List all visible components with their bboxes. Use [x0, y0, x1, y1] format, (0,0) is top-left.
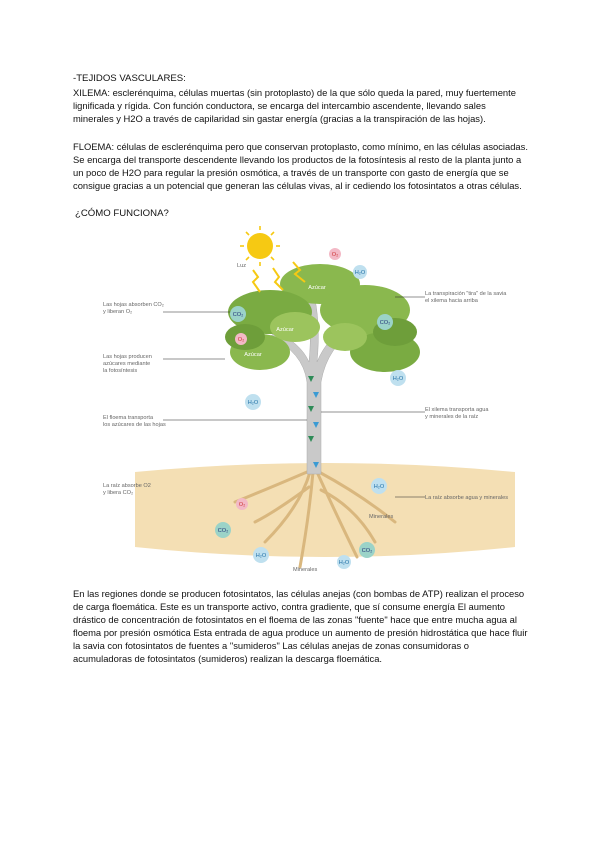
- svg-text:H₂O: H₂O: [255, 553, 267, 559]
- co2-badge-left: [230, 306, 246, 322]
- h2o-badge-root-bottom: [337, 555, 351, 569]
- soil-area: [135, 463, 515, 557]
- sugar-label-left: Azúcar: [244, 352, 262, 358]
- xilema-paragraph: [73, 86, 528, 125]
- o2-badge-left: [235, 333, 247, 345]
- co2-badge-root-left: [215, 522, 231, 538]
- question-heading: ¿CÓMO FUNCIONA?: [75, 208, 169, 219]
- root-minerals-label: La raíz absorbe agua y minerales: [425, 495, 509, 501]
- svg-text:O₂: O₂: [331, 252, 339, 258]
- svg-text:O₂: O₂: [238, 502, 246, 508]
- svg-text:CO₂: CO₂: [361, 548, 373, 554]
- leaves-produce-label-2: azúcares mediante: [103, 361, 151, 367]
- leaves-absorb-label-2: y liberan O₂: [103, 309, 133, 315]
- minerals-label-bottom: Minerales: [293, 567, 318, 573]
- h2o-badge-left: [245, 394, 261, 410]
- xylem-label-1: El xilema transporta agua: [425, 407, 489, 413]
- closing-paragraph: [73, 587, 528, 665]
- h2o-badge-root-left: [253, 547, 269, 563]
- phloem-label-1: El floema transporta: [103, 415, 154, 421]
- light-label: Luz: [237, 263, 247, 269]
- sugar-label-mid: Azúcar: [276, 327, 294, 333]
- svg-text:CO₂: CO₂: [232, 312, 244, 318]
- minerals-label-right: Minerales: [369, 514, 394, 520]
- svg-text:CO₂: CO₂: [217, 528, 229, 534]
- h2o-badge-right: [390, 370, 406, 386]
- leaves-produce-label-1: Las hojas producen: [103, 354, 152, 360]
- root-absorb-label-2: y libera CO₂: [103, 490, 134, 496]
- sun-icon: [240, 226, 280, 266]
- svg-text:H₂O: H₂O: [247, 400, 259, 406]
- svg-text:H₂O: H₂O: [373, 484, 385, 490]
- closing-text: En las regiones donde se producen fotosintatos, las células anejas (con bombas de ATP) realizan el proceso de carga floemática. Este es un transporte activo, contra gradiente, que sí consume energía El aumento drástico de concentración de fotosintatos en el floema de las zonas "fuente" hace que entre mucha agua al floema por presión osmótica Esta entrada de agua produce un aumento de presión hidrostática que hace fluir la savia con fotosintatos de fuentes a "sumideros" Las células anejas de zonas consumidoras o acumuladoras de fotosintatos (sumideros) realizan la descarga floemática.: [73, 588, 528, 664]
- transpiration-label-2: el xilema hacia arriba: [425, 298, 478, 304]
- svg-text:CO₂: CO₂: [379, 320, 391, 326]
- xilema-text: XILEMA: esclerénquima, células muertas (sin protoplasto) de la que sólo queda la pared, muy fuertemente lignificada y rígida. Con función conductora, se encarga del intercambio ascendente, llevando sales minerales y H2O a través de capilaridad sin gastar energía (gracias a la transpiración de las hojas).: [73, 87, 516, 124]
- sugar-label-top: Azúcar: [308, 285, 326, 291]
- o2-badge-root: [236, 498, 248, 510]
- svg-text:H₂O: H₂O: [392, 376, 404, 382]
- svg-text:H₂O: H₂O: [354, 270, 366, 276]
- transpiration-label-1: La transpiración "tira" de la savia: [425, 291, 507, 297]
- root-absorb-label-1: La raíz absorbe O2: [103, 483, 151, 489]
- co2-badge-right: [377, 314, 393, 330]
- co2-badge-root-right: [359, 542, 375, 558]
- phloem-label-2: los azúcares de las hojas: [103, 422, 166, 428]
- leaves-absorb-label-1: Las hojas absorben CO₂: [103, 302, 164, 308]
- section-heading: -TEJIDOS VASCULARES:: [73, 73, 186, 84]
- h2o-badge-top: [353, 265, 367, 279]
- leaves-produce-label-3: la fotosíntesis: [103, 368, 138, 374]
- o2-badge-top: [329, 248, 341, 260]
- floema-text: FLOEMA: células de esclerénquima pero que conservan protoplasto, como mínimo, en las células asociadas. Se encarga del transporte descendente llevando los productos de la fotosíntesis al resto de la planta junto a un poco de H2O para regular la presión osmótica, a través de un transporte con gasto de energía que se consigue gracias a un potencial que generan las células vivas, al ir cediendo los fotosintatos a otras células.: [73, 141, 528, 191]
- xylem-label-2: y minerales de la raíz: [425, 414, 479, 420]
- svg-text:H₂O: H₂O: [338, 560, 350, 566]
- plant-vascular-diagram: [95, 222, 535, 582]
- svg-text:O₂: O₂: [237, 337, 245, 343]
- floema-paragraph: [73, 140, 528, 192]
- h2o-badge-root-right: [371, 478, 387, 494]
